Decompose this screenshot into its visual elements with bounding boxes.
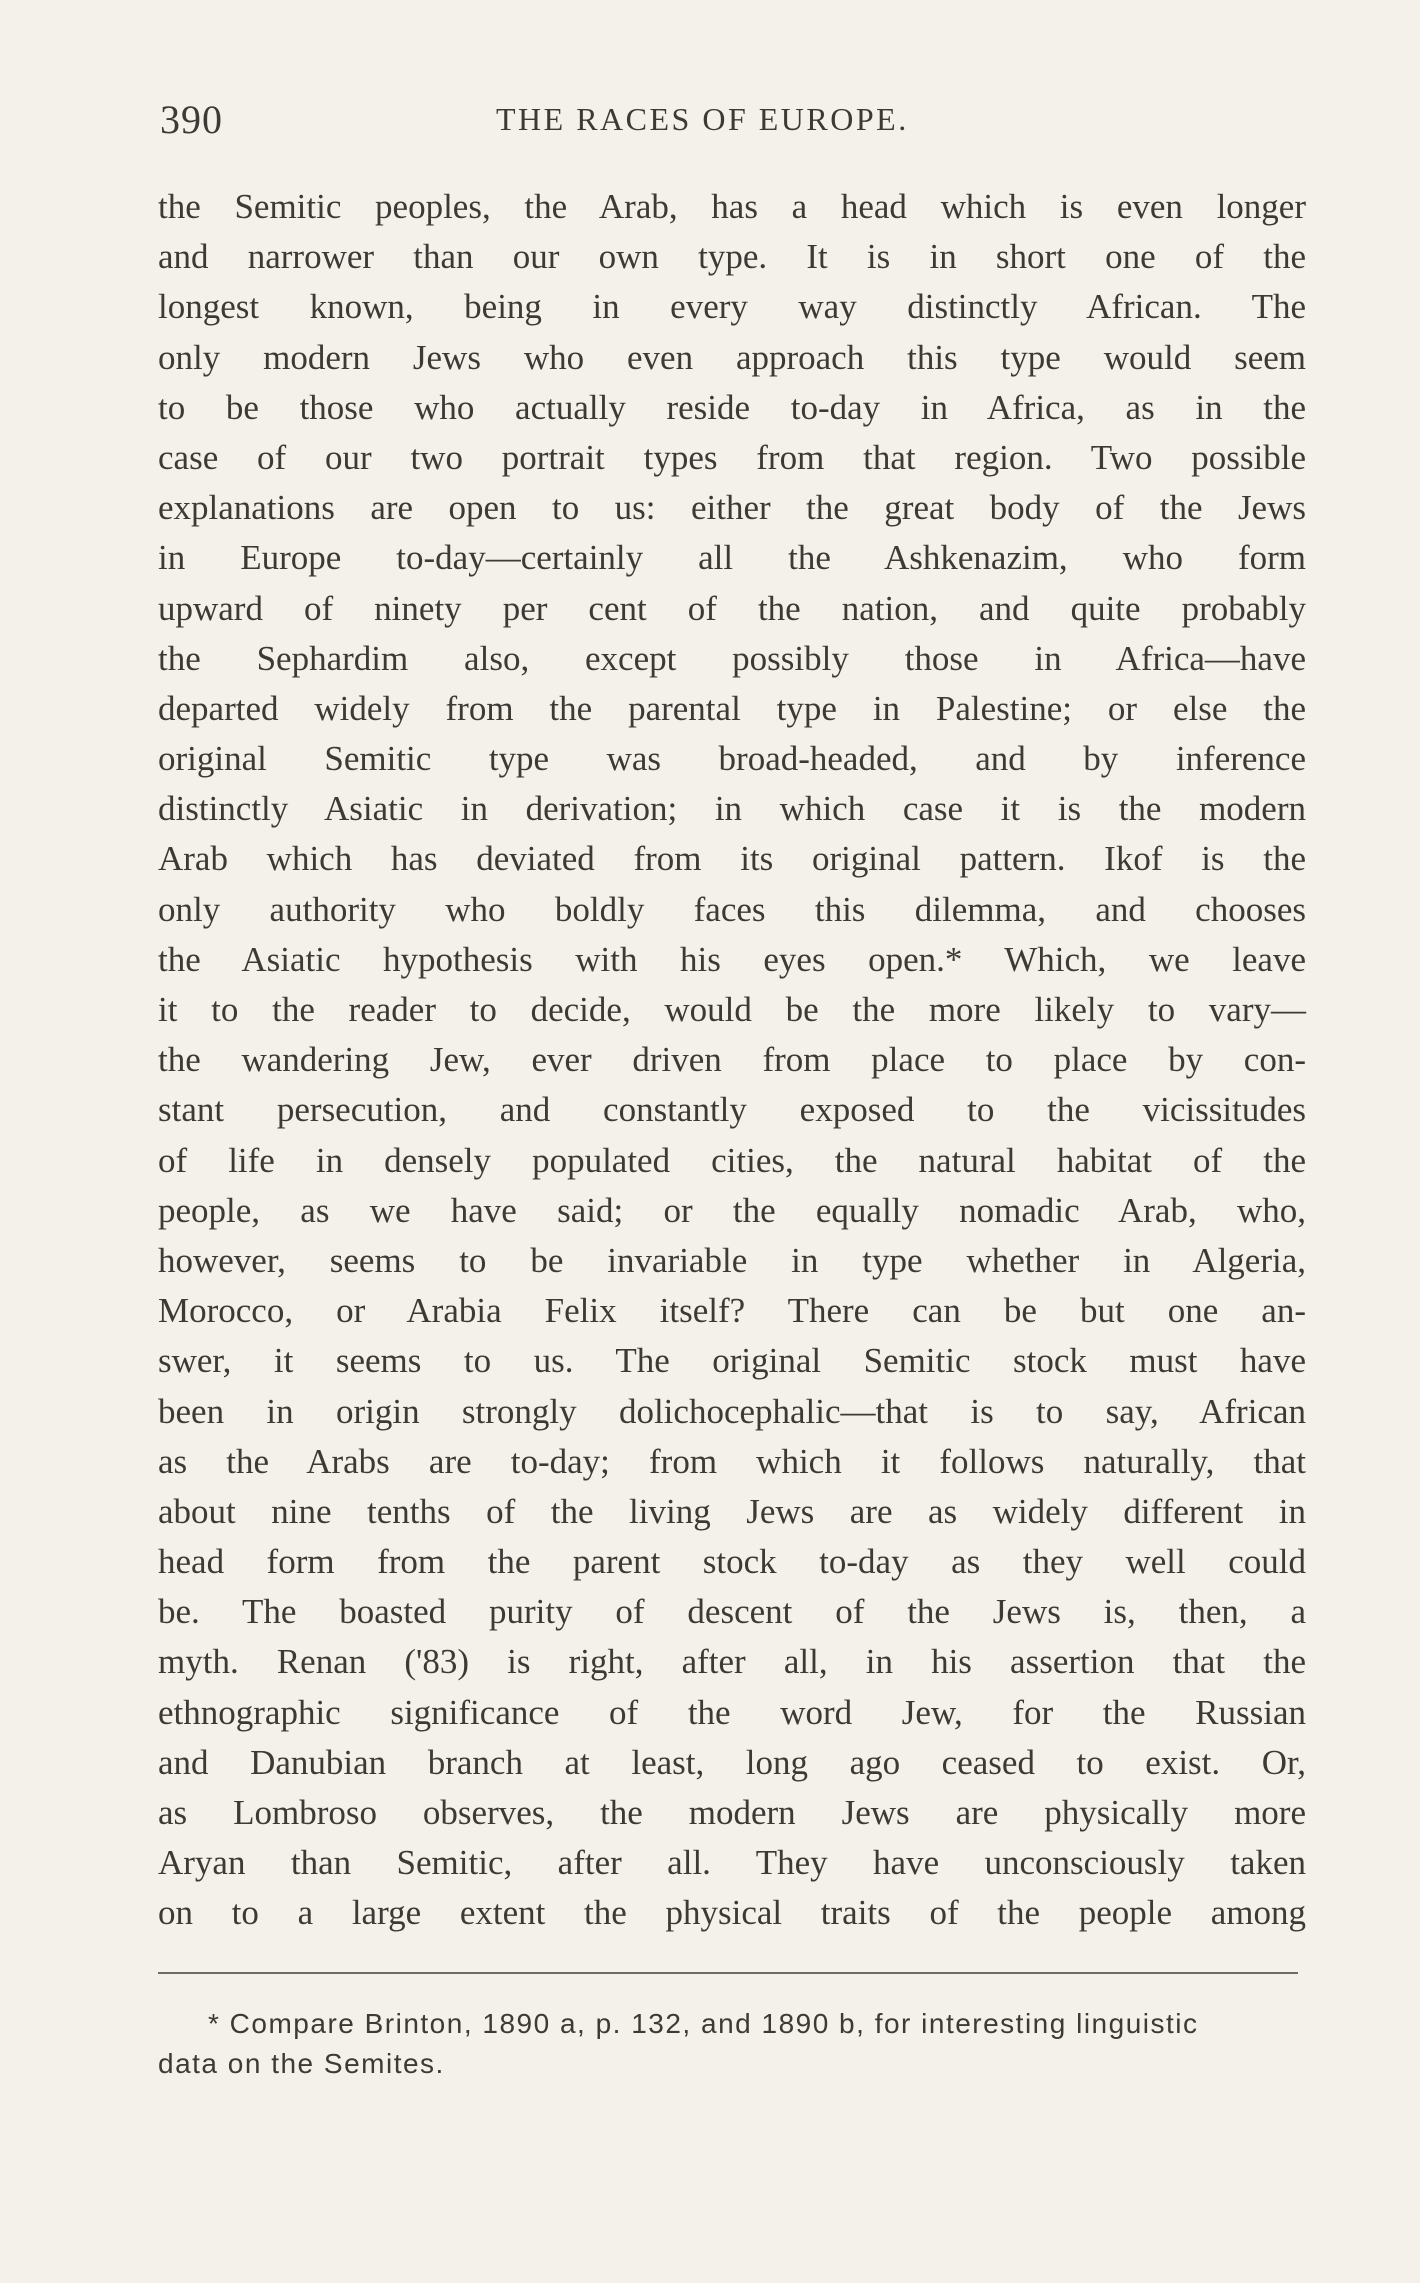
text-line: however, seems to be invariable in type whether in Algeria,	[158, 1240, 1306, 1280]
text-line: Morocco, or Arabia Felix itself? There can be but one an-	[158, 1291, 1306, 1331]
text-line: the wandering Jew, ever driven from place to place by con-	[158, 1040, 1306, 1080]
text-line: only modern Jews who even approach this type would seem	[158, 337, 1306, 377]
running-head: THE RACES OF EUROPE.	[496, 101, 909, 137]
text-line: in Europe to-day—certainly all the Ashkenazim, who form	[158, 538, 1306, 578]
text-line: departed widely from the parental type in Palestine; or else the	[158, 688, 1306, 728]
text-line: Aryan than Semitic, after all. They have unconsciously taken	[158, 1843, 1306, 1883]
text-line: to be those who actually reside to-day in Africa, as in the	[158, 387, 1306, 427]
text-line: only authority who boldly faces this dilemma, and chooses	[158, 889, 1306, 929]
text-line: ethnographic significance of the word Jew, for the Russian	[158, 1692, 1306, 1732]
text-line: about nine tenths of the living Jews are as widely different in	[158, 1491, 1306, 1531]
footnote-line: * Compare Brinton, 1890 a, p. 132, and 1890 b, for interesting linguistic	[208, 2008, 1199, 2039]
text-line: the Sephardim also, except possibly those in Africa—have	[158, 638, 1306, 678]
text-line: and Danubian branch at least, long ago ceased to exist. Or,	[158, 1742, 1306, 1782]
text-line: longest known, being in every way distinctly African. The	[158, 287, 1306, 327]
text-line: myth. Renan ('83) is right, after all, in his assertion that the	[158, 1642, 1306, 1682]
text-line: and narrower than our own type. It is in short one of the	[158, 237, 1306, 277]
text-line: original Semitic type was broad-headed, and by inference	[158, 739, 1306, 779]
body-text	[158, 182, 1306, 1939]
text-line: swer, it seems to us. The original Semitic stock must have	[158, 1341, 1306, 1381]
text-line: distinctly Asiatic in derivation; in which case it is the modern	[158, 789, 1306, 829]
footnote-line: data on the Semites.	[158, 2048, 445, 2079]
text-line: the Asiatic hypothesis with his eyes open.* Which, we leave	[158, 939, 1306, 979]
text-line: of life in densely populated cities, the natural habitat of the	[158, 1140, 1306, 1180]
text-line: case of our two portrait types from that region. Two possible	[158, 437, 1306, 477]
text-line: be. The boasted purity of descent of the Jews is, then, a	[158, 1592, 1306, 1632]
text-line: the Semitic peoples, the Arab, has a head which is even longer	[158, 187, 1306, 226]
text-line: as Lombroso observes, the modern Jews are physically more	[158, 1793, 1306, 1832]
footnote	[158, 2004, 1304, 2084]
text-line: stant persecution, and constantly exposed to the vicissitudes	[158, 1090, 1306, 1130]
footnote-divider	[158, 1972, 1298, 1974]
text-line: as the Arabs are to-day; from which it follows naturally, that	[158, 1441, 1306, 1481]
text-line: Arab which has deviated from its original pattern. Ikof is the	[158, 839, 1306, 879]
text-line: explanations are open to us: either the great body of the Jews	[158, 488, 1306, 528]
text-line: it to the reader to decide, would be the more likely to vary—	[158, 990, 1306, 1029]
text-line: on to a large extent the physical traits of the people among	[158, 1893, 1306, 1933]
text-line: been in origin strongly dolichocephalic—that is to say, African	[158, 1391, 1306, 1431]
text-line: upward of ninety per cent of the nation, and quite probably	[158, 588, 1306, 628]
text-line: people, as we have said; or the equally nomadic Arab, who,	[158, 1190, 1306, 1230]
page-number: 390	[160, 97, 223, 142]
text-line: head form from the parent stock to-day as they well could	[158, 1542, 1306, 1582]
